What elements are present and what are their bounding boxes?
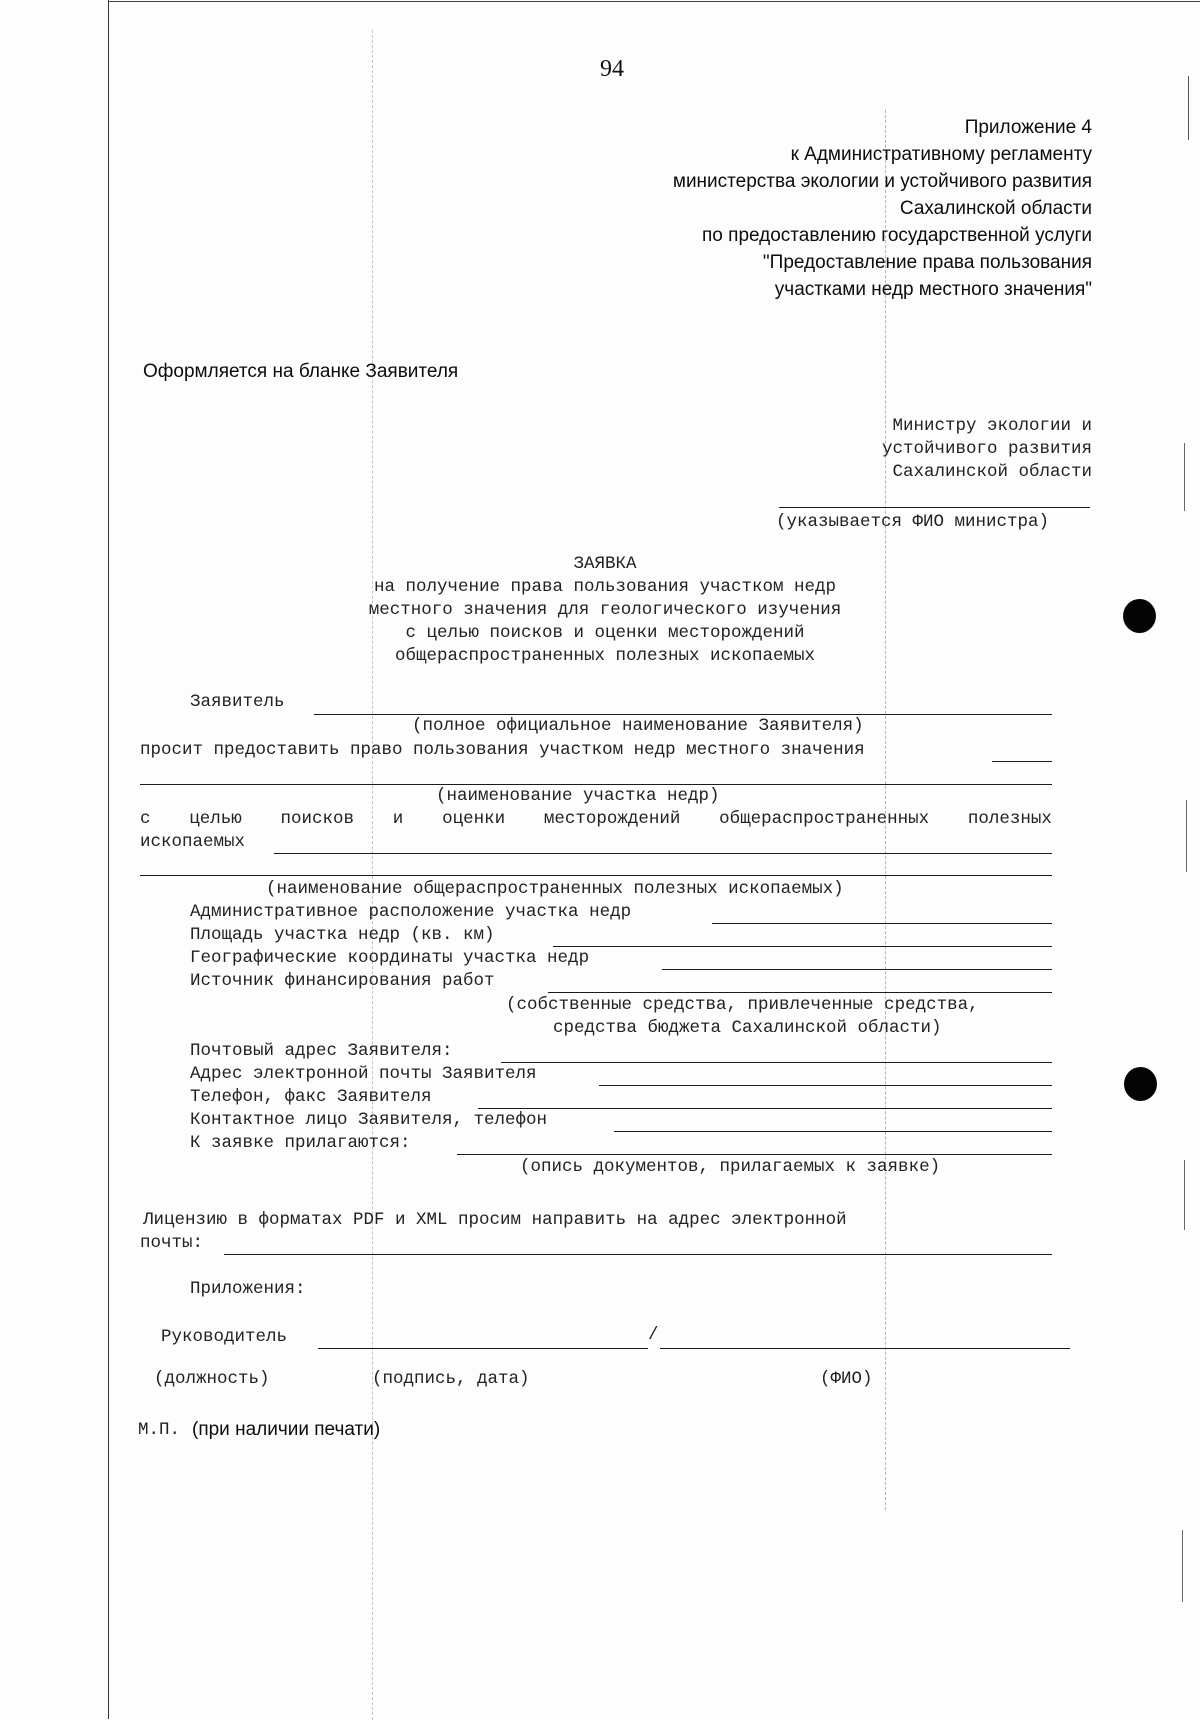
scan-right-edge-mark-1 <box>1188 76 1189 140</box>
purpose-word: с <box>140 809 151 829</box>
page-number: 94 <box>600 56 624 82</box>
site-field-inline[interactable] <box>992 761 1052 762</box>
scan-left-border <box>108 0 109 1719</box>
purpose-word: полезных <box>967 809 1052 829</box>
appendix-line: к Административному регламенту <box>790 144 1092 165</box>
site-name-field[interactable] <box>140 784 1052 785</box>
punch-hole-2 <box>1124 1067 1157 1101</box>
request-text: просит предоставить право пользования участком недр местного значения <box>140 740 865 760</box>
attached-hint: (опись документов, прилагаемых к заявке) <box>520 1157 941 1177</box>
phone-label: Телефон, факс Заявителя <box>190 1087 432 1107</box>
appendices-label: Приложения: <box>190 1279 306 1299</box>
name-hint: (ФИО) <box>820 1369 873 1389</box>
area-field[interactable] <box>553 946 1052 947</box>
minerals-field-inline[interactable] <box>274 853 1052 854</box>
appendix-line: министерства экологии и устойчивого развития <box>672 171 1092 192</box>
title-line: с целью поисков и оценки месторождений <box>405 623 805 643</box>
title-line: общераспространенных полезных ископаемых <box>394 646 816 666</box>
scan-right-edge-mark-2 <box>1184 443 1185 511</box>
name-field[interactable] <box>660 1348 1070 1349</box>
purpose-line-2: ископаемых <box>140 832 246 852</box>
contact-field[interactable] <box>614 1131 1052 1132</box>
purpose-word: месторождений <box>543 809 681 829</box>
scan-right-edge-mark-4 <box>1184 1160 1185 1230</box>
letterhead-note: Оформляется на бланке Заявителя <box>143 361 459 382</box>
funding-label: Источник финансирования работ <box>190 971 495 991</box>
appendix-header <box>472 118 1092 307</box>
scan-right-edge-mark-5 <box>1182 1530 1183 1602</box>
postal-address-label: Почтовый адрес Заявителя: <box>190 1041 453 1061</box>
addressee-block <box>672 418 1092 487</box>
punch-hole-1 <box>1123 599 1156 633</box>
scan-right-edge-mark-3 <box>1186 800 1187 872</box>
appendix-line: "Предоставление права пользования <box>762 252 1092 273</box>
applicant-field[interactable] <box>314 714 1052 715</box>
title-line: местного значения для геологического изучения <box>368 600 842 620</box>
purpose-word: целью <box>189 809 242 829</box>
license-text-2: почты: <box>140 1233 204 1253</box>
purpose-word: поисков <box>280 809 355 829</box>
area-label: Площадь участка недр (кв. км) <box>190 925 495 945</box>
stamp-prefix: М.П. <box>138 1420 181 1440</box>
admin-location-field[interactable] <box>712 923 1052 924</box>
purpose-word: общераспространенных <box>719 809 930 829</box>
appendix-line: Приложение 4 <box>964 117 1092 138</box>
title-line: на получение права пользования участком недр <box>373 577 837 597</box>
head-label: Руководитель <box>161 1327 288 1347</box>
postal-address-field[interactable] <box>501 1062 1052 1063</box>
coordinates-label: Географические координаты участка недр <box>190 948 590 968</box>
minerals-field[interactable] <box>140 875 1052 876</box>
license-email-field[interactable] <box>224 1254 1052 1255</box>
addressee-line: Министру экологии и <box>892 416 1092 436</box>
funding-hint-2: средства бюджета Сахалинской области) <box>553 1018 942 1038</box>
addressee-line: Сахалинской области <box>892 462 1092 482</box>
funding-hint-1: (собственные средства, привлеченные средства, <box>506 995 979 1015</box>
license-text-1: Лицензию в форматах PDF и XML просим направить на адрес электронной <box>143 1210 847 1230</box>
slash-separator: / <box>648 1325 659 1345</box>
minister-name-line <box>779 507 1090 508</box>
admin-location-label: Административное расположение участка недр <box>190 902 632 922</box>
attached-label: К заявке прилагаются: <box>190 1133 411 1153</box>
purpose-line <box>140 811 1052 829</box>
signature-hint: (подпись, дата) <box>372 1369 530 1389</box>
purpose-word: и <box>392 809 404 829</box>
title-heading: ЗАЯВКА <box>573 554 637 574</box>
appendix-line: участками недр местного значения" <box>774 279 1092 300</box>
contact-label: Контактное лицо Заявителя, телефон <box>190 1110 548 1130</box>
appendix-line: по предоставлению государственной услуги <box>702 225 1092 246</box>
coordinates-field[interactable] <box>662 969 1052 970</box>
stamp-text: (при наличии печати) <box>192 1419 381 1440</box>
email-label: Адрес электронной почты Заявителя <box>190 1064 537 1084</box>
scan-top-edge <box>108 1 1200 2</box>
minerals-hint: (наименование общераспространенных полезных ископаемых) <box>266 879 844 899</box>
minister-name-hint: (указывается ФИО министра) <box>776 512 1050 532</box>
position-hint: (должность) <box>154 1369 270 1389</box>
attached-field[interactable] <box>457 1154 1052 1155</box>
applicant-hint: (полное официальное наименование Заявителя) <box>412 716 864 736</box>
appendix-line: Сахалинской области <box>899 198 1092 219</box>
applicant-label: Заявитель <box>190 692 285 712</box>
email-field[interactable] <box>599 1085 1052 1086</box>
funding-field[interactable] <box>548 992 1052 993</box>
purpose-word: оценки <box>442 809 506 829</box>
site-name-hint: (наименование участка недр) <box>436 786 720 806</box>
addressee-line: устойчивого развития <box>881 439 1092 459</box>
position-field[interactable] <box>318 1348 648 1349</box>
phone-field[interactable] <box>478 1108 1052 1109</box>
application-title <box>280 556 930 671</box>
